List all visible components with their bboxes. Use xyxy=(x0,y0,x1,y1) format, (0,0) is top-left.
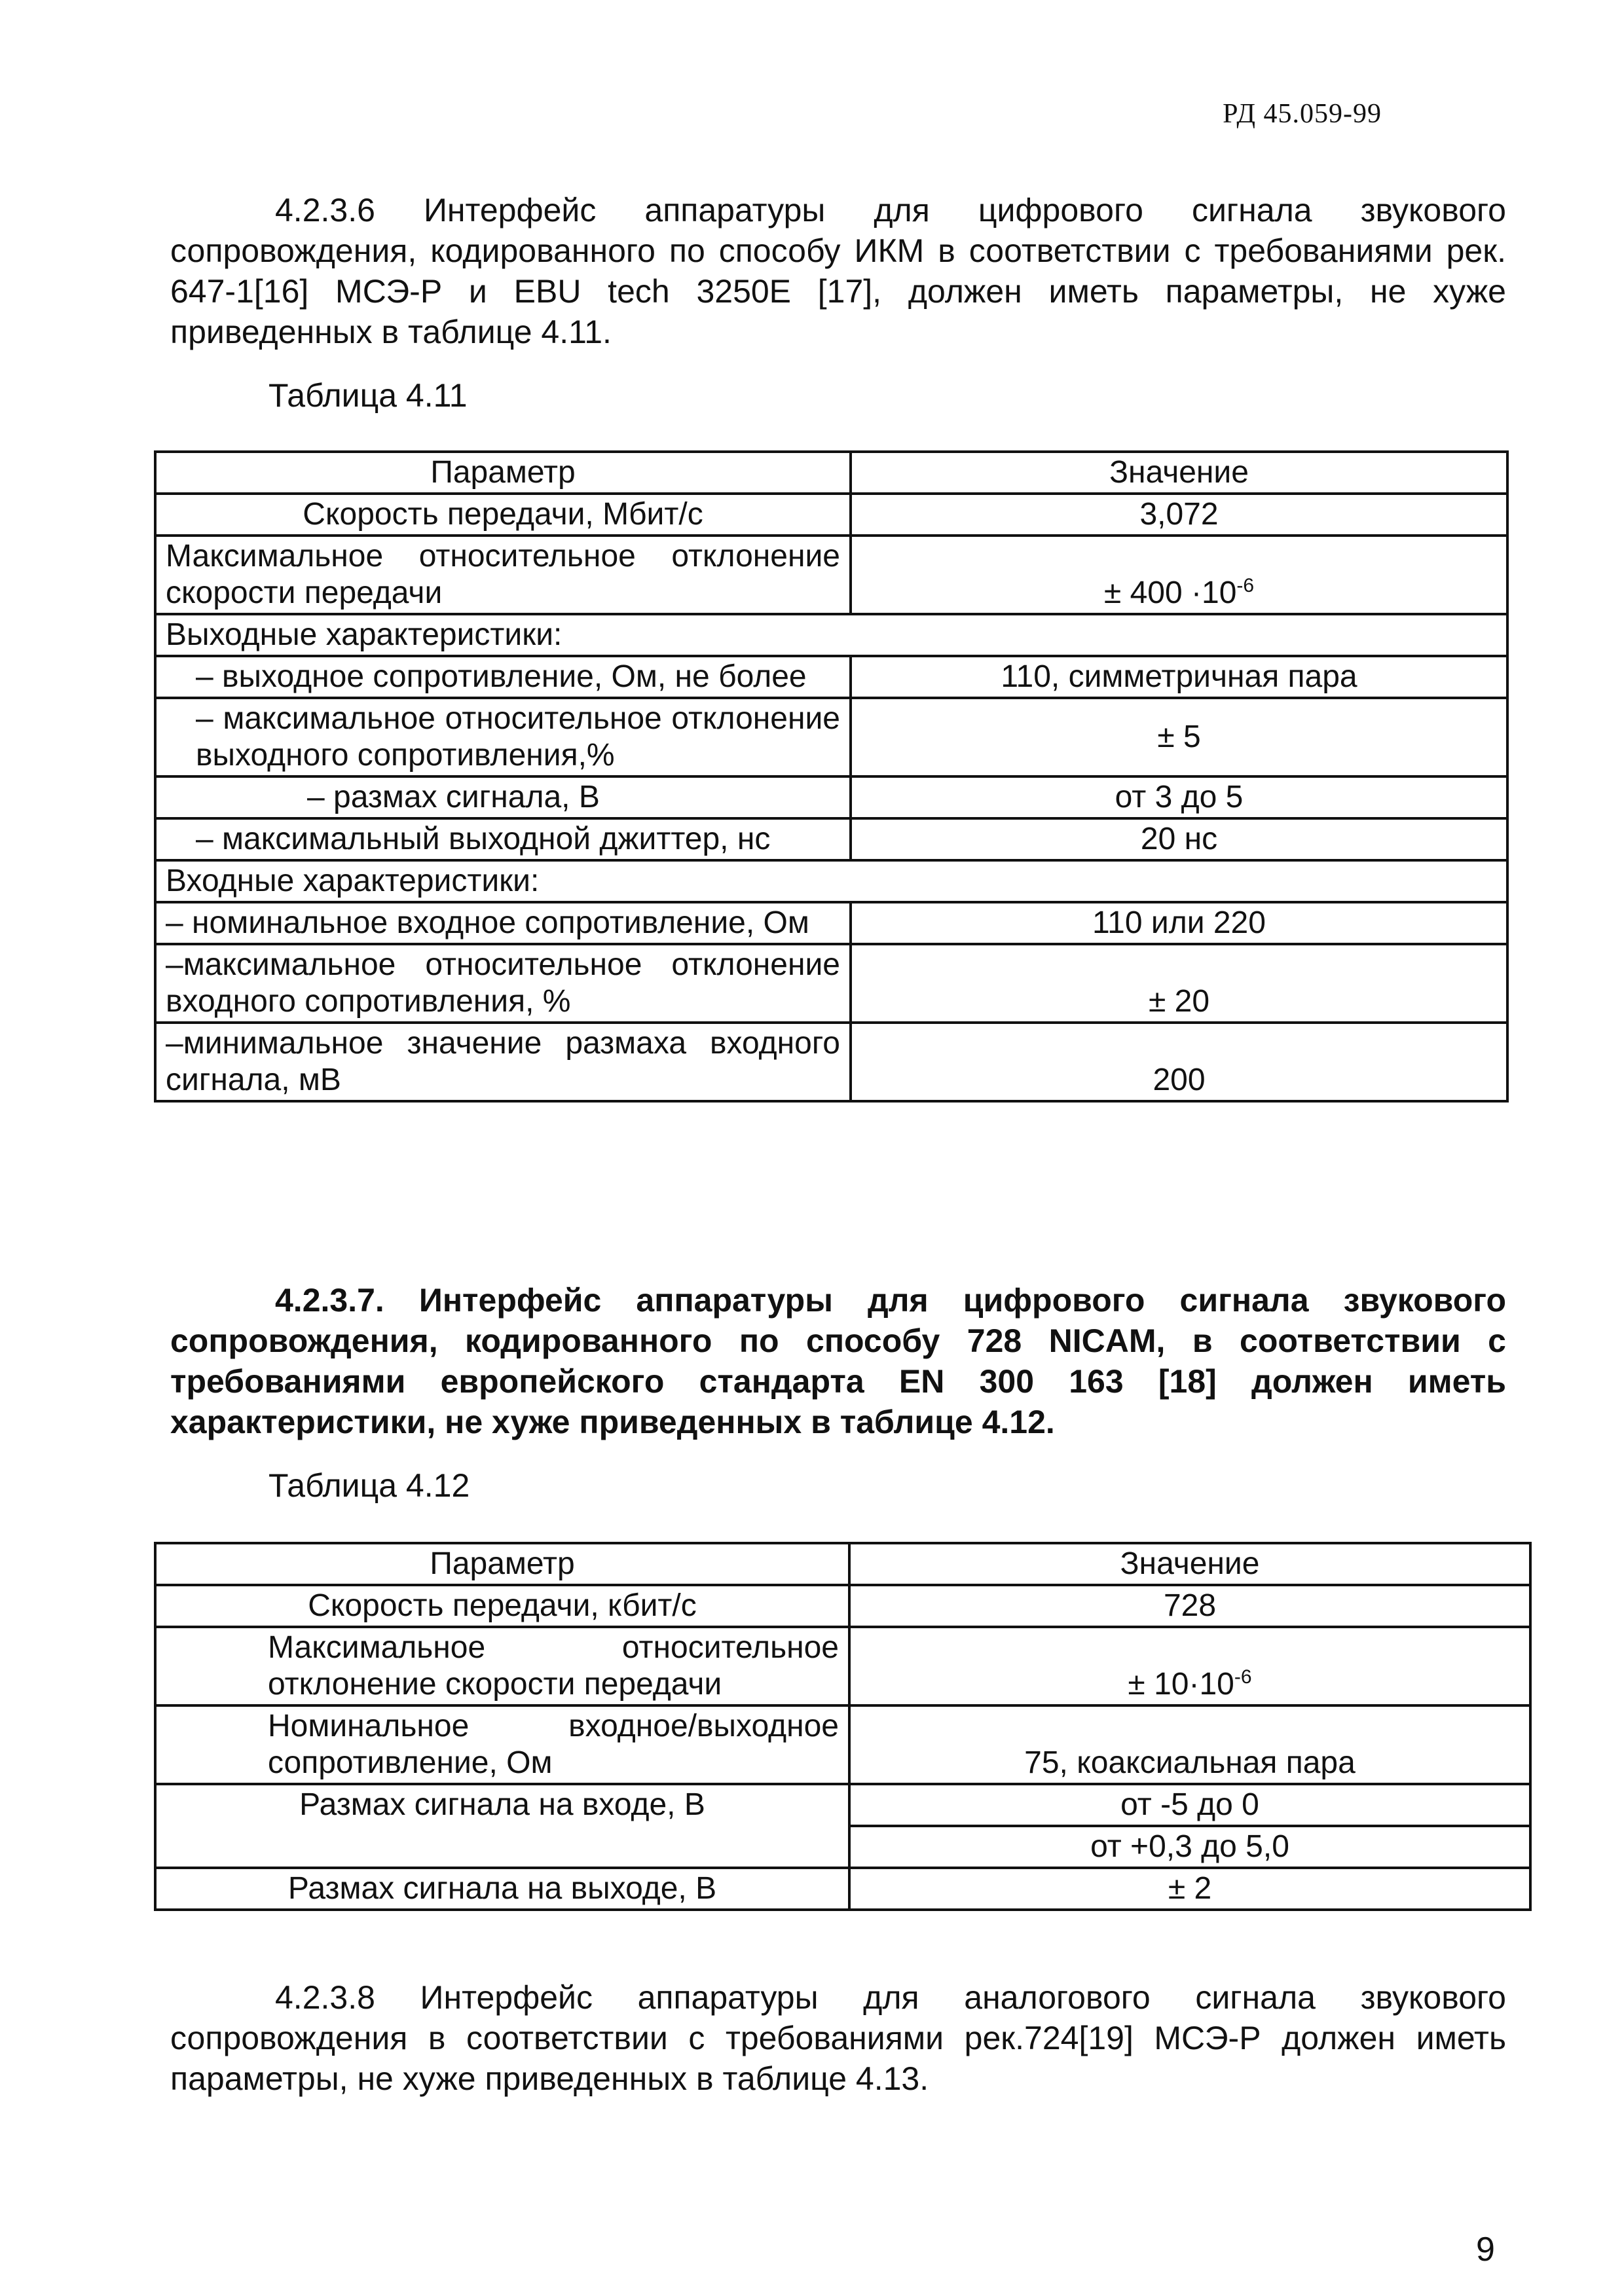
value-cell: 110 или 220 xyxy=(851,902,1507,944)
param-cell: Скорость передачи, кбит/с xyxy=(155,1585,849,1627)
table-row xyxy=(155,902,1507,944)
table-4-12-caption: Таблица 4.12 xyxy=(268,1467,470,1504)
document-code: РД 45.059-99 xyxy=(1223,99,1382,129)
value-cell: ± 20 xyxy=(851,944,1507,1023)
value-cell: 20 нс xyxy=(851,818,1507,860)
value-cell xyxy=(851,536,1507,614)
value-cell: от 3 до 5 xyxy=(851,776,1507,818)
value-cell: от -5 до 0 xyxy=(849,1784,1530,1826)
param-cell: – размах сигнала, В xyxy=(155,776,851,818)
header-value: Значение xyxy=(851,452,1507,494)
value-cell: 3,072 xyxy=(851,494,1507,536)
param-cell: Размах сигнала на выходе, В xyxy=(155,1868,849,1910)
param-cell: Максимальное относительное отклонение скорости передачи xyxy=(155,1627,849,1705)
table-row xyxy=(155,698,1507,776)
paragraph-4-2-3-6: 4.2.3.6 Интерфейс аппаратуры для цифрового сигнала звукового сопровождения, кодированного по способу ИКМ в соответствии с требованиями рек. 647-1[16] МСЭ-Р и EBU tech 3250E [17], должен иметь параметры, не хуже приведенных в таблице 4.11. xyxy=(170,192,1506,350)
table-row xyxy=(155,494,1507,536)
section-row xyxy=(155,614,1507,656)
table-row xyxy=(155,944,1507,1023)
param-cell: Скорость передачи, Мбит/с xyxy=(155,494,851,536)
table-row xyxy=(155,656,1507,698)
param-cell: Номинальное входное/выходное сопротивление, Ом xyxy=(155,1705,849,1784)
value-cell: ± 5 xyxy=(851,698,1507,776)
param-cell: – выходное сопротивление, Ом, не более xyxy=(155,656,851,698)
table-header-row xyxy=(155,1543,1530,1585)
value-exponent: -6 xyxy=(1234,1666,1252,1688)
param-cell: – максимальное относительное отклонение выходного сопротивления,% xyxy=(155,698,851,776)
table-4-12 xyxy=(154,1542,1532,1911)
table-header-row xyxy=(155,452,1507,494)
param-cell: Максимальное относительное отклонение скорости передачи xyxy=(155,536,851,614)
value-base: ± 400 ·10 xyxy=(1103,575,1237,610)
value-cell: от +0,3 до 5,0 xyxy=(849,1826,1530,1868)
section-row xyxy=(155,860,1507,902)
table-row xyxy=(155,1705,1530,1784)
table-row xyxy=(155,1784,1530,1826)
value-cell: ± 2 xyxy=(849,1868,1530,1910)
param-cell: –минимальное значение размаха входного сигнала, мВ xyxy=(155,1023,851,1101)
table-row xyxy=(155,1023,1507,1101)
table-4-11 xyxy=(154,450,1509,1102)
table-row xyxy=(155,1868,1530,1910)
value-cell: 110, симметричная пара xyxy=(851,656,1507,698)
param-cell: – максимальный выходной джиттер, нс xyxy=(155,818,851,860)
value-cell: 200 xyxy=(851,1023,1507,1101)
value-base: ± 10·10 xyxy=(1128,1667,1234,1702)
paragraph-4-2-3-7: 4.2.3.7. Интерфейс аппаратуры для цифрового сигнала звукового сопровождения, кодированного по способу 728 NICAM, в соответствии с требованиями европейского стандарта EN 300 163 [18] должен иметь характеристики, не хуже приведенных в таблице 4.12. xyxy=(170,1282,1506,1440)
paragraph-4-2-3-8: 4.2.3.8 Интерфейс аппаратуры для аналогового сигнала звукового сопровождения в соответствии с требованиями рек.724[19] МСЭ-Р должен иметь параметры, не хуже приведенных в таблице 4.13. xyxy=(170,1979,1506,2097)
value-cell xyxy=(849,1627,1530,1705)
table-row xyxy=(155,1627,1530,1705)
value-cell: 75, коаксиальная пара xyxy=(849,1705,1530,1784)
value-cell: 728 xyxy=(849,1585,1530,1627)
param-cell: – номинальное входное сопротивление, Ом xyxy=(155,902,851,944)
section-input-characteristics: Входные характеристики: xyxy=(155,860,1507,902)
value-exponent: -6 xyxy=(1236,575,1255,596)
param-cell: –максимальное относительное отклонение входного сопротивления, % xyxy=(155,944,851,1023)
table-row xyxy=(155,776,1507,818)
section-output-characteristics: Выходные характеристики: xyxy=(155,614,1507,656)
table-4-11-caption: Таблица 4.11 xyxy=(268,377,468,414)
table-row xyxy=(155,1585,1530,1627)
header-param: Параметр xyxy=(155,452,851,494)
table-row xyxy=(155,818,1507,860)
header-value: Значение xyxy=(849,1543,1530,1585)
page-number: 9 xyxy=(1476,2231,1495,2269)
param-cell: Размах сигнала на входе, В xyxy=(155,1784,849,1868)
header-param: Параметр xyxy=(155,1543,849,1585)
table-row xyxy=(155,536,1507,614)
